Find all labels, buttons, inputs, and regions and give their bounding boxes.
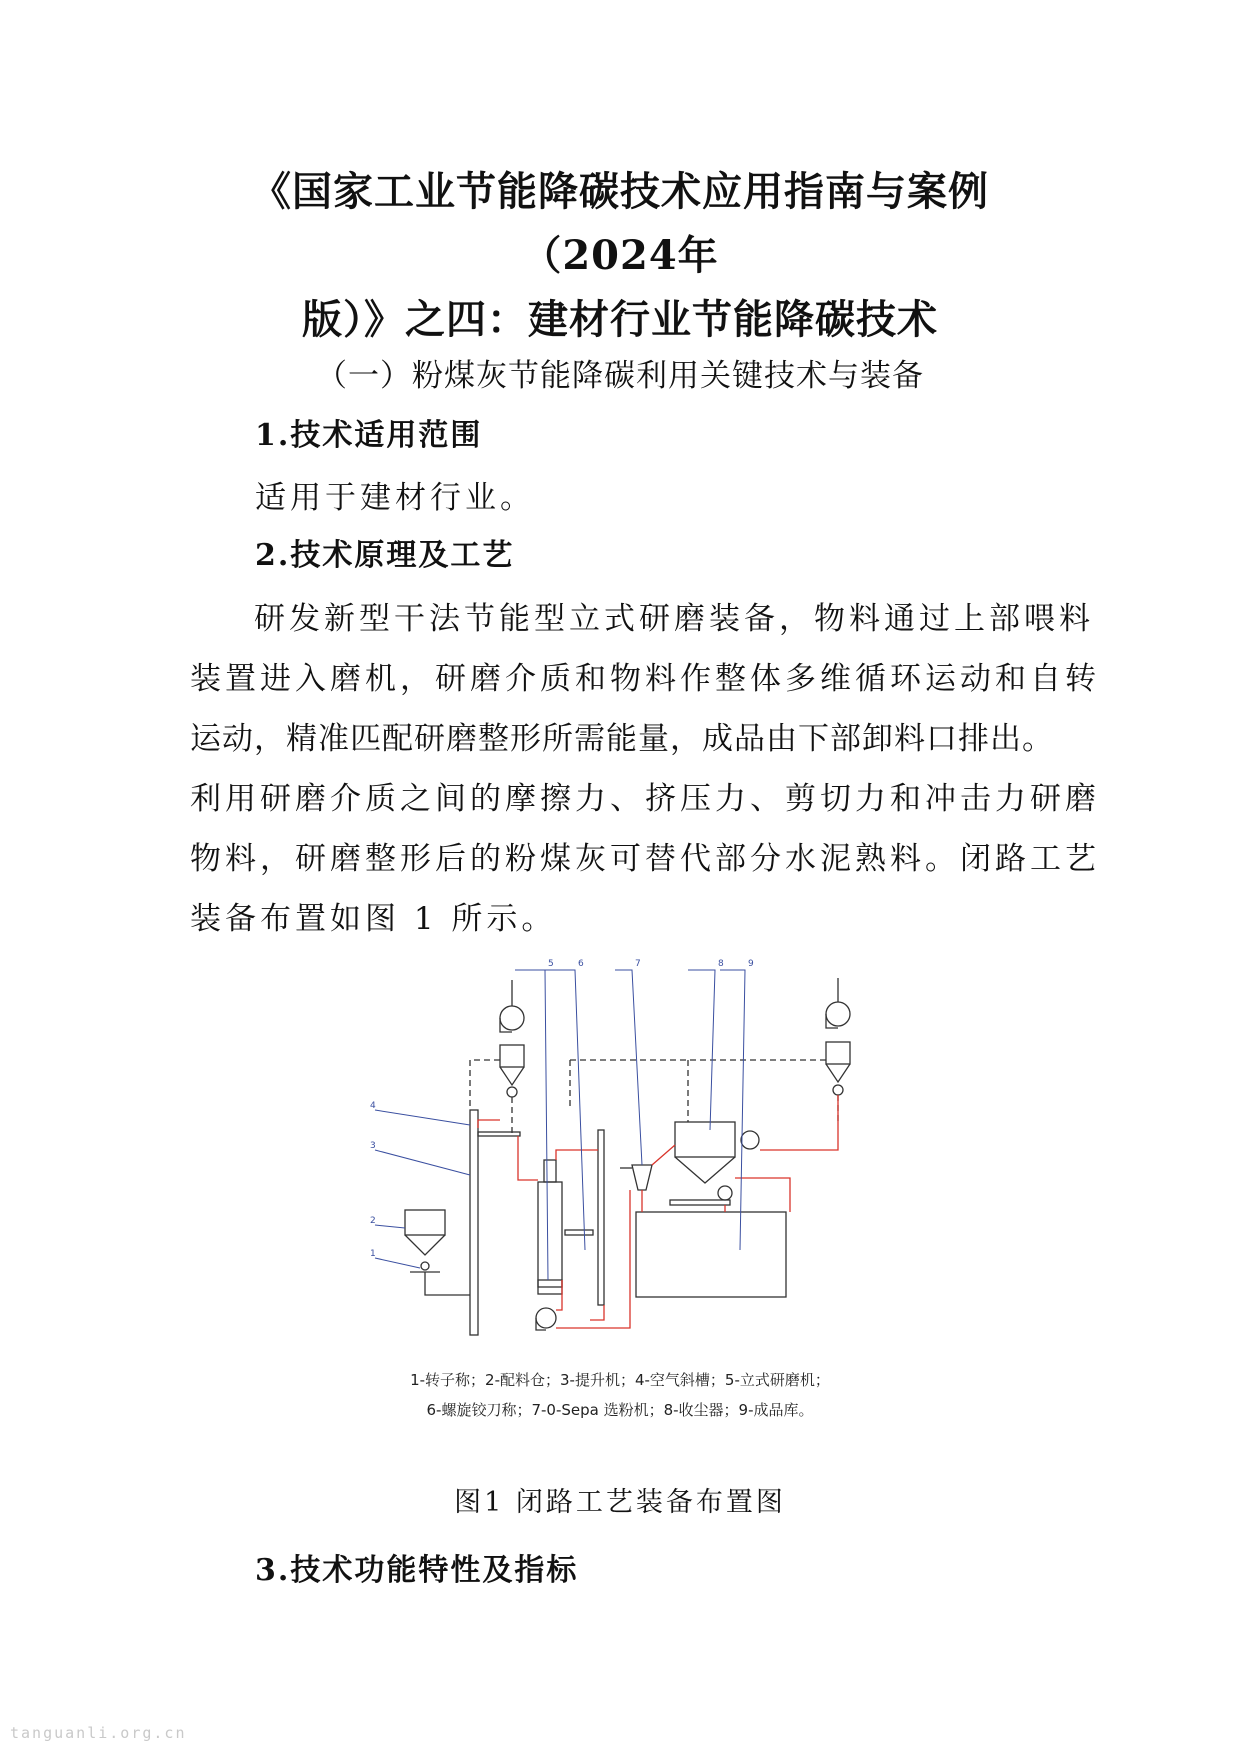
- callout-number: 6: [578, 959, 584, 969]
- paragraph-line: 物料，研磨整形后的粉煤灰可替代部分水泥熟料。闭路工艺: [190, 841, 1100, 877]
- paragraph-line: 装置进入磨机，研磨介质和物料作整体多维循环运动和自转: [190, 661, 1100, 697]
- section-title: （一）粉煤灰节能降碳利用关键技术与装备: [316, 358, 924, 394]
- document-title: [180, 160, 1060, 352]
- callout-number: 7: [635, 959, 641, 969]
- callout-number: 4: [370, 1101, 376, 1111]
- title-line-2: 版）》之四：建材行业节能降碳技术: [302, 296, 938, 343]
- fan-icon: [826, 978, 850, 1028]
- callout-number: 1: [370, 1249, 376, 1259]
- heading-features: 3.技术功能特性及指标: [255, 1553, 579, 1588]
- process-diagram: [370, 950, 870, 1340]
- fan-icon: [500, 980, 524, 1032]
- callout-number: 9: [748, 959, 754, 969]
- bucket-elevator: [470, 1110, 478, 1335]
- heading-scope: 1.技术适用范围: [255, 418, 483, 453]
- air-slide: [478, 1132, 520, 1136]
- figure-caption: 图1 闭路工艺装备布置图: [454, 1487, 786, 1518]
- vertical-mill: [538, 1160, 562, 1294]
- dust-collector: [670, 1122, 759, 1205]
- callout-number: 2: [370, 1216, 376, 1226]
- cyclone-icon: [500, 1045, 524, 1097]
- product-silo: [636, 1212, 786, 1297]
- paragraph-line: 利用研磨介质之间的摩擦力、挤压力、剪切力和冲击力研磨: [190, 781, 1100, 817]
- heading-principle: 2.技术原理及工艺: [255, 538, 515, 573]
- screw-conveyor: [565, 1230, 593, 1235]
- callout-number: 5: [548, 959, 554, 969]
- paragraph-scope: 适用于建材行业。: [255, 480, 535, 516]
- fan-icon: [536, 1308, 556, 1330]
- separator: [620, 1165, 652, 1190]
- watermark: tanguanli.org.cn: [10, 1724, 187, 1742]
- legend-line-1: 1-转子称；2-配料仓；3-提升机；4-空气斜槽；5-立式研磨机；: [410, 1371, 830, 1389]
- paragraph-line: 研发新型干法节能型立式研磨装备，物料通过上部喂料: [254, 601, 1094, 637]
- paragraph-line: 运动，精准匹配研磨整形所需能量，成品由下部卸料口排出。: [190, 721, 1054, 757]
- callout-number: 8: [718, 959, 724, 969]
- paragraph-line: 装备布置如图 1 所示。: [190, 901, 557, 937]
- legend-line-2: 6-螺旋铰刀称；7-0-Sepa 选粉机；8-收尘器；9-成品库。: [426, 1401, 814, 1419]
- title-line-1: 《国家工业节能降碳技术应用指南与案例（2024年: [251, 168, 989, 279]
- cyclone-icon: [826, 1042, 850, 1095]
- figure-legend: [300, 1365, 940, 1425]
- callout-number: 3: [370, 1141, 376, 1151]
- batching-bin: [405, 1210, 470, 1295]
